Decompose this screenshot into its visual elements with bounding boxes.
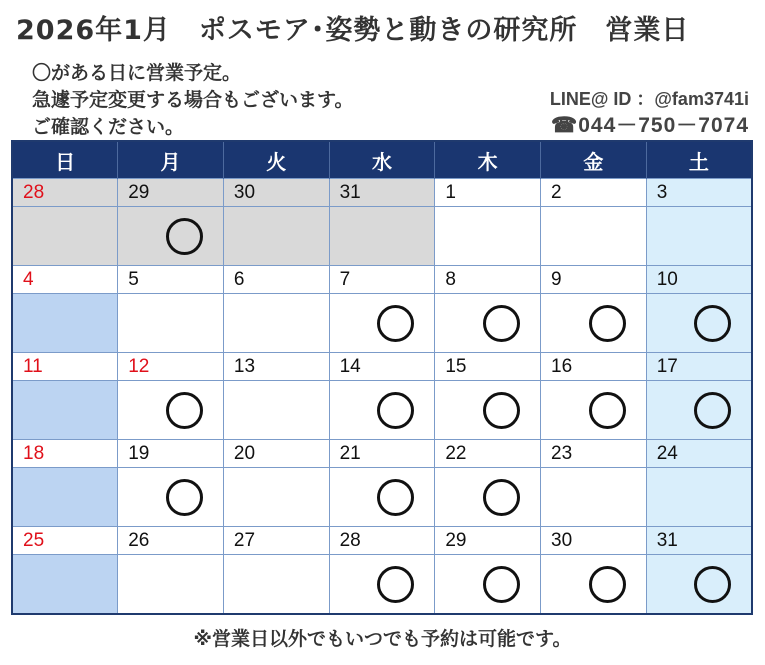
day-number: 24 (646, 440, 752, 468)
day-number: 27 (223, 527, 329, 555)
weekday-header-sat: 土 (646, 141, 752, 179)
day-number: 15 (435, 353, 541, 381)
day-cell (118, 468, 224, 527)
week-number-row (12, 527, 752, 555)
open-day-circle-icon (483, 392, 520, 429)
day-number: 3 (646, 179, 752, 207)
day-cell (646, 468, 752, 527)
day-number: 25 (12, 527, 118, 555)
day-number: 20 (223, 440, 329, 468)
day-number: 8 (435, 266, 541, 294)
day-cell (541, 468, 647, 527)
day-cell (329, 468, 435, 527)
day-number: 9 (541, 266, 647, 294)
open-day-circle-icon (166, 218, 203, 255)
day-cell (12, 207, 118, 266)
day-cell (118, 381, 224, 440)
day-number: 4 (12, 266, 118, 294)
calendar-table (11, 140, 753, 615)
day-number: 17 (646, 353, 752, 381)
day-number: 29 (435, 527, 541, 555)
weekday-header-wed: 水 (329, 141, 435, 179)
day-cell (329, 207, 435, 266)
day-number: 18 (12, 440, 118, 468)
day-number: 16 (541, 353, 647, 381)
note-line: ご確認ください。 (32, 116, 185, 138)
weekday-header-mon: 月 (118, 141, 224, 179)
day-number: 23 (541, 440, 647, 468)
day-number: 12 (118, 353, 224, 381)
note-line: 急遽予定変更する場合もございます。 (32, 89, 354, 111)
week-number-row (12, 353, 752, 381)
week-number-row (12, 266, 752, 294)
notes-block (32, 60, 353, 141)
day-cell (435, 207, 541, 266)
day-cell (435, 555, 541, 615)
day-cell (435, 468, 541, 527)
day-cell (329, 294, 435, 353)
week-mark-row (12, 381, 752, 440)
week-mark-row (12, 294, 752, 353)
week-number-row (12, 179, 752, 207)
day-cell (329, 381, 435, 440)
day-number: 19 (118, 440, 224, 468)
day-number: 11 (12, 353, 118, 381)
day-cell (118, 207, 224, 266)
day-cell (12, 294, 118, 353)
day-cell (223, 468, 329, 527)
week-number-row (12, 440, 752, 468)
open-day-circle-icon (694, 566, 731, 603)
day-cell (435, 294, 541, 353)
open-day-circle-icon (377, 479, 414, 516)
day-cell (329, 555, 435, 615)
weekday-header-row (12, 141, 752, 179)
weekday-header-fri: 金 (541, 141, 647, 179)
phone-number: ☎044－750－7074 (551, 114, 749, 137)
day-number: 1 (435, 179, 541, 207)
weekday-header-sun: 日 (12, 141, 118, 179)
day-number: 2 (541, 179, 647, 207)
day-number: 26 (118, 527, 224, 555)
week-mark-row (12, 207, 752, 266)
day-number: 14 (329, 353, 435, 381)
open-day-circle-icon (483, 566, 520, 603)
day-cell (223, 207, 329, 266)
day-cell (646, 294, 752, 353)
day-number: 6 (223, 266, 329, 294)
open-day-circle-icon (589, 305, 626, 342)
day-number: 28 (329, 527, 435, 555)
week-mark-row (12, 555, 752, 615)
open-day-circle-icon (483, 305, 520, 342)
day-cell (223, 381, 329, 440)
day-number: 10 (646, 266, 752, 294)
open-day-circle-icon (589, 392, 626, 429)
day-number: 21 (329, 440, 435, 468)
open-day-circle-icon (166, 479, 203, 516)
day-number: 28 (12, 179, 118, 207)
open-day-circle-icon (377, 305, 414, 342)
day-cell (541, 381, 647, 440)
day-number: 22 (435, 440, 541, 468)
week-mark-row (12, 468, 752, 527)
day-cell (541, 555, 647, 615)
day-cell (646, 207, 752, 266)
day-number: 7 (329, 266, 435, 294)
open-day-circle-icon (483, 479, 520, 516)
weekday-header-tue: 火 (223, 141, 329, 179)
day-cell (646, 555, 752, 615)
day-cell (12, 468, 118, 527)
day-cell (223, 294, 329, 353)
day-cell (118, 294, 224, 353)
day-cell (646, 381, 752, 440)
day-cell (223, 555, 329, 615)
day-number: 30 (223, 179, 329, 207)
open-day-circle-icon (589, 566, 626, 603)
day-cell (12, 381, 118, 440)
line-id: LINE@ ID ：@fam3741i (549, 89, 749, 109)
day-cell (541, 294, 647, 353)
day-cell (435, 381, 541, 440)
day-number: 30 (541, 527, 647, 555)
day-number: 5 (118, 266, 224, 294)
footer-note: ※営業日以外でもいつでも予約は可能です。 (193, 628, 572, 650)
day-number: 29 (118, 179, 224, 207)
page-title: 2026年1月 ポスモア･姿勢と動きの研究所 営業日 (16, 15, 690, 46)
open-day-circle-icon (377, 566, 414, 603)
day-cell (12, 555, 118, 615)
open-day-circle-icon (694, 392, 731, 429)
day-number: 31 (329, 179, 435, 207)
day-number: 13 (223, 353, 329, 381)
day-cell (118, 555, 224, 615)
day-number: 31 (646, 527, 752, 555)
note-line: 〇がある日に営業予定。 (32, 62, 242, 84)
open-day-circle-icon (166, 392, 203, 429)
day-cell (541, 207, 647, 266)
calendar-body (12, 179, 752, 615)
open-day-circle-icon (694, 305, 731, 342)
weekday-header-thu: 木 (435, 141, 541, 179)
open-day-circle-icon (377, 392, 414, 429)
contact-block (550, 87, 749, 141)
